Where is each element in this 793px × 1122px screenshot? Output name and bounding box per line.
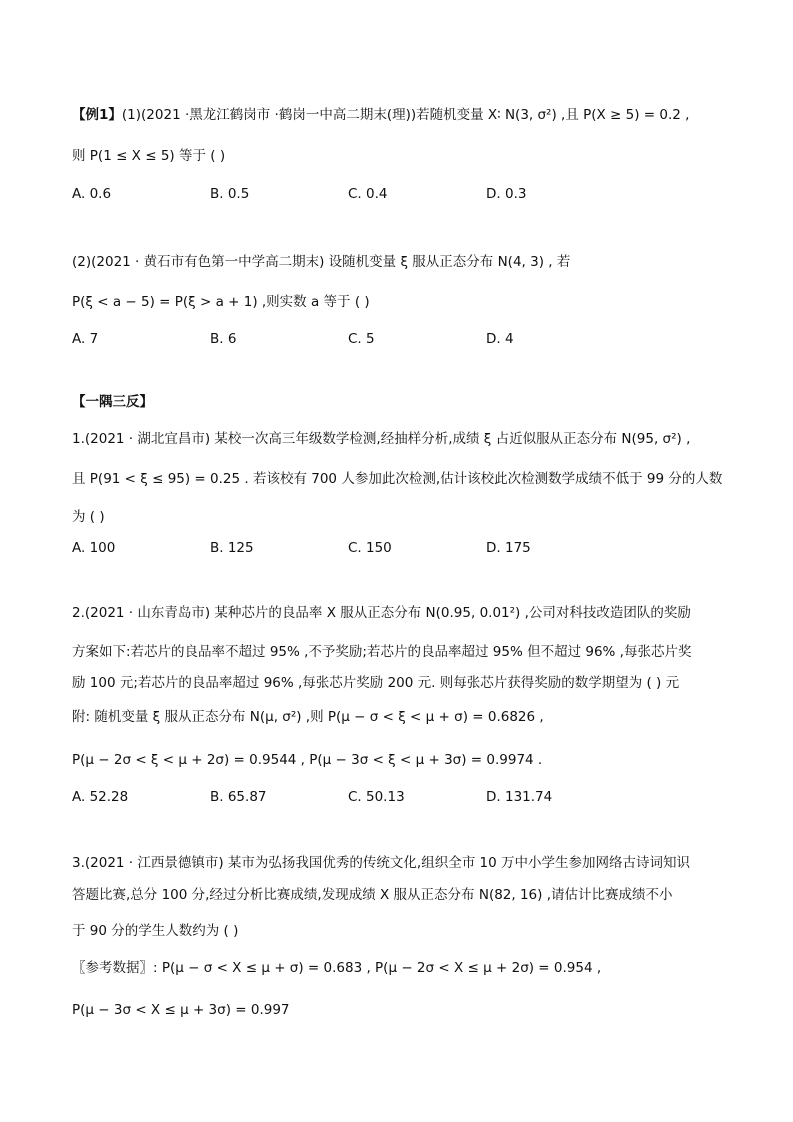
option-a: A. 0.6	[72, 186, 112, 202]
option-b: B. 0.5	[210, 186, 250, 202]
problem-3-line-3: 于 90 分的学生人数约为 ( )	[72, 923, 239, 939]
problem-2-line-1: 2.(2021 · 山东青岛市) 某种芯片的良品率 X 服从正态分布 N(0.95, 0.01²) ,公司对科技改造团队的奖励	[72, 605, 691, 621]
problem-3-line-1: 3.(2021 · 江西景德镇市) 某市为弘扬我国优秀的传统文化,组织全市 10 万中小学生参加网络古诗词知识	[72, 855, 690, 871]
example-1-question-2-line-1: (2)(2021 · 黄石市有色第一中学高二期末) 设随机变量 ξ 服从正态分布 N(4, 3) , 若	[72, 254, 571, 270]
example-1-question-1-line-1	[72, 105, 733, 125]
option-b: B. 125	[210, 540, 254, 556]
problem-3-line-2: 答题比赛,总分 100 分,经过分析比赛成绩,发现成绩 X 服从正态分布 N(82, 16) ,请估计比赛成绩不小	[72, 887, 673, 903]
problem-1-line-1: 1.(2021 · 湖北宜昌市) 某校一次高三年级数学检测,经抽样分析,成绩 ξ 占近似服从正态分布 N(95, σ²) ,	[72, 431, 691, 447]
example-tag: 【例1】	[72, 107, 122, 123]
problem-3-line-5: P(μ − 3σ < X ≤ μ + 3σ) = 0.997	[72, 1002, 290, 1018]
option-b: B. 65.87	[210, 789, 267, 805]
option-c: C. 150	[348, 540, 392, 556]
option-d: D. 4	[486, 331, 514, 347]
option-d: D. 175	[486, 540, 531, 556]
option-a: A. 52.28	[72, 789, 129, 805]
option-a: A. 7	[72, 331, 99, 347]
problem-1-line-2: 且 P(91 < ξ ≤ 95) = 0.25 . 若该校有 700 人参加此次检测,估计该校此次检测数学成绩不低于 99 分的人数	[72, 471, 723, 487]
problem-3-line-4: 〖参考数据〗: P(μ − σ < X ≤ μ + σ) = 0.683 , P(μ − 2σ < X ≤ μ + 2σ) = 0.954 ,	[72, 960, 602, 976]
problem-2-line-5: P(μ − 2σ < ξ < μ + 2σ) = 0.9544 , P(μ − 3σ < ξ < μ + 3σ) = 0.9974 .	[72, 752, 543, 768]
option-a: A. 100	[72, 540, 116, 556]
section-heading: 【一隅三反】	[72, 394, 153, 410]
option-d: D. 0.3	[486, 186, 527, 202]
problem-1-line-3: 为 ( )	[72, 509, 105, 525]
option-c: C. 5	[348, 331, 375, 347]
option-d: D. 131.74	[486, 789, 553, 805]
problem-2-line-2: 方案如下:若芯片的良品率不超过 95% ,不予奖励;若芯片的良品率超过 95% 但不超过 96% ,每张芯片奖	[72, 644, 692, 660]
example-1-q1-text: (1)(2021 ·黑龙江鹤岗市 ·鹤岗一中高二期末(理))若随机变量 X∶ N(3, σ²) ,且 P(X ≥ 5) = 0.2 ,	[121, 107, 690, 123]
example-1-question-2-line-2: P(ξ < a − 5) = P(ξ > a + 1) ,则实数 a 等于 ( )	[72, 294, 370, 310]
problem-2-line-4: 附: 随机变量 ξ 服从正态分布 N(μ, σ²) ,则 P(μ − σ < ξ < μ + σ) = 0.6826 ,	[72, 709, 544, 725]
option-c: C. 0.4	[348, 186, 388, 202]
problem-2-line-3: 励 100 元;若芯片的良品率超过 96% ,每张芯片奖励 200 元. 则每张芯片获得奖励的数学期望为 ( ) 元	[72, 675, 680, 691]
option-c: C. 50.13	[348, 789, 405, 805]
option-b: B. 6	[210, 331, 237, 347]
example-1-question-1-line-2: 则 P(1 ≤ X ≤ 5) 等于 ( )	[72, 148, 226, 164]
